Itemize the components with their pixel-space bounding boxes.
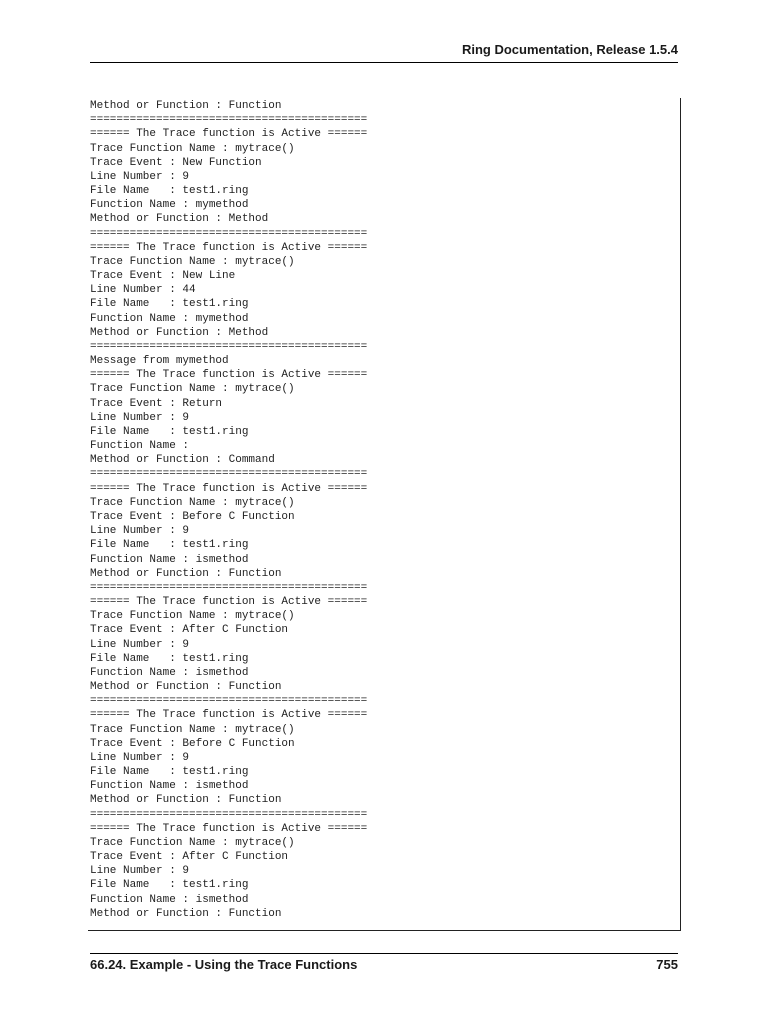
code-line: ====== The Trace function is Active ====== [90, 822, 368, 835]
code-line: Method or Function : Method [90, 326, 269, 339]
code-line: Method or Function : Method [90, 213, 269, 226]
code-line: Trace Function Name : mytrace() [90, 142, 295, 155]
code-line: Function Name : ismethod [90, 780, 249, 793]
code-line: File Name : test1.ring [90, 652, 249, 665]
code-line: Function Name : ismethod [90, 666, 249, 679]
code-line: Function Name : mymethod [90, 199, 249, 212]
code-line: Trace Function Name : mytrace() [90, 383, 295, 396]
code-line: ====== The Trace function is Active ====== [90, 596, 368, 609]
code-line: File Name : test1.ring [90, 425, 249, 438]
running-header-title: Ring Documentation, Release 1.5.4 [461, 42, 678, 57]
code-line: ====== The Trace function is Active ====== [90, 482, 368, 495]
code-line: ========================================== [90, 340, 368, 353]
code-line: Trace Event : After C Function [90, 851, 289, 864]
footer-divider [90, 953, 678, 954]
code-line: ========================================== [90, 808, 368, 821]
code-line: Trace Event : New Function [90, 156, 262, 169]
code-line: Trace Function Name : mytrace() [90, 255, 295, 268]
code-line: ========================================== [90, 468, 368, 481]
code-line: File Name : test1.ring [90, 766, 249, 779]
code-line: Method or Function : Function [90, 907, 282, 920]
code-line: Line Number : 44 [90, 284, 196, 297]
code-line: ========================================== [90, 114, 368, 127]
code-line: Trace Function Name : mytrace() [90, 723, 295, 736]
code-line: Line Number : 9 [90, 170, 190, 183]
code-line: Trace Event : New Line [90, 270, 236, 283]
code-line: File Name : test1.ring [90, 185, 249, 198]
code-line: Trace Event : Return [90, 397, 223, 410]
code-line: File Name : test1.ring [90, 879, 249, 892]
code-line: Trace Function Name : mytrace() [90, 496, 295, 509]
footer-section-title: 66.24. Example - Using the Trace Functions [90, 957, 358, 972]
header-divider [90, 62, 678, 63]
code-line: Function Name : mymethod [90, 312, 249, 325]
code-line: ====== The Trace function is Active ====== [90, 128, 368, 141]
code-line: Trace Event : After C Function [90, 624, 289, 637]
code-line: Line Number : 9 [90, 865, 190, 878]
code-line: Method or Function : Function [90, 681, 282, 694]
code-line: Method or Function : Function [90, 100, 282, 112]
code-line: Trace Function Name : mytrace() [90, 610, 295, 623]
code-line: ========================================== [90, 695, 368, 708]
code-line: Line Number : 9 [90, 638, 190, 651]
code-line: File Name : test1.ring [90, 539, 249, 552]
code-line: File Name : test1.ring [90, 298, 249, 311]
code-line: Line Number : 9 [90, 411, 190, 424]
page-number: 755 [656, 957, 678, 972]
code-line: ====== The Trace function is Active ====== [90, 709, 368, 722]
code-line: ========================================== [90, 581, 368, 594]
code-line: Function Name : ismethod [90, 893, 249, 906]
code-line: Line Number : 9 [90, 751, 190, 764]
code-block [90, 99, 367, 921]
code-line: Function Name : ismethod [90, 553, 249, 566]
code-line: ====== The Trace function is Active ====== [90, 369, 368, 382]
code-line: Line Number : 9 [90, 525, 190, 538]
code-line: ========================================== [90, 227, 368, 240]
code-line: Method or Function : Function [90, 794, 282, 807]
code-line: Trace Function Name : mytrace() [90, 836, 295, 849]
code-line: Method or Function : Function [90, 567, 282, 580]
code-line: Message from mymethod [90, 355, 229, 368]
code-line: Trace Event : Before C Function [90, 510, 295, 523]
code-line: Trace Event : Before C Function [90, 737, 295, 750]
code-line: Function Name : [90, 440, 190, 453]
code-line: ====== The Trace function is Active ====== [90, 241, 368, 254]
code-line: Method or Function : Command [90, 454, 275, 467]
